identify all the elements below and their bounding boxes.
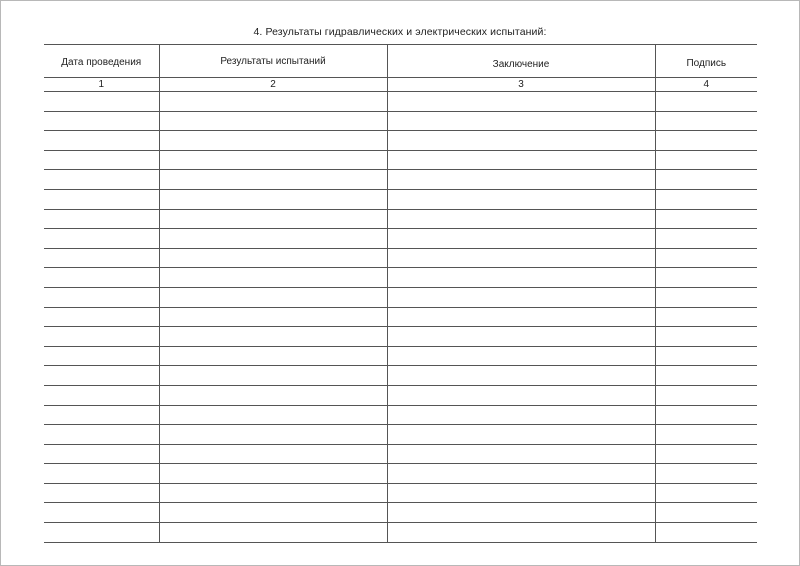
table-cell [159, 287, 387, 307]
table-cell [159, 189, 387, 209]
table-cell [44, 464, 159, 484]
header-results: Результаты испытаний [159, 45, 387, 78]
table-cell [655, 248, 757, 268]
table-cell [387, 366, 655, 386]
table-row [44, 111, 757, 131]
table-cell [159, 229, 387, 249]
table-cell [159, 111, 387, 131]
table-cell [44, 385, 159, 405]
table-row [44, 209, 757, 229]
table-row [44, 346, 757, 366]
table-cell [159, 327, 387, 347]
table-row [44, 483, 757, 503]
table-row [44, 92, 757, 112]
table-cell [655, 523, 757, 543]
table-cell [159, 523, 387, 543]
table-cell [44, 209, 159, 229]
table-cell [44, 268, 159, 288]
table-cell [655, 425, 757, 445]
table-cell [655, 92, 757, 112]
table-cell [655, 464, 757, 484]
table-row [44, 307, 757, 327]
table-cell [44, 346, 159, 366]
table-cell [387, 425, 655, 445]
table-cell [159, 444, 387, 464]
section-title: 4. Результаты гидравлических и электрических испытаний: [253, 26, 547, 38]
header-conclusion: Заключение [387, 45, 655, 78]
table-cell [44, 150, 159, 170]
table-cell [655, 483, 757, 503]
table-cell [655, 327, 757, 347]
table-cell [655, 287, 757, 307]
table-cell [387, 405, 655, 425]
table-cell [655, 268, 757, 288]
table-cell [44, 248, 159, 268]
test-results-table [44, 44, 757, 543]
table-cell [387, 150, 655, 170]
table-cell [387, 464, 655, 484]
table-row [44, 131, 757, 151]
table-cell [44, 503, 159, 523]
column-number: 2 [159, 78, 387, 92]
table-cell [159, 150, 387, 170]
table-cell [159, 405, 387, 425]
table-row [44, 268, 757, 288]
table-cell [655, 150, 757, 170]
table-cell [387, 503, 655, 523]
table-cell [44, 170, 159, 190]
column-number: 4 [655, 78, 757, 92]
header-row [44, 45, 757, 78]
column-number: 1 [44, 78, 159, 92]
table-cell [44, 444, 159, 464]
table-cell [44, 307, 159, 327]
table-cell [387, 229, 655, 249]
table-cell [159, 307, 387, 327]
table-row [44, 464, 757, 484]
table-row [44, 150, 757, 170]
table-cell [655, 209, 757, 229]
table-cell [387, 170, 655, 190]
table-row [44, 385, 757, 405]
table-cell [44, 483, 159, 503]
table-cell [159, 346, 387, 366]
table-cell [387, 523, 655, 543]
table-cell [44, 327, 159, 347]
table-cell [387, 209, 655, 229]
table-cell [159, 503, 387, 523]
table-cell [159, 92, 387, 112]
table-cell [44, 111, 159, 131]
table-row [44, 327, 757, 347]
column-number-row [44, 78, 757, 92]
table-cell [655, 170, 757, 190]
table-cell [655, 385, 757, 405]
table-row [44, 248, 757, 268]
table-cell [387, 248, 655, 268]
table-cell [159, 483, 387, 503]
table-cell [387, 92, 655, 112]
table-cell [387, 131, 655, 151]
table-cell [387, 483, 655, 503]
header-signature: Подпись [655, 45, 757, 78]
table-cell [159, 209, 387, 229]
table-cell [655, 189, 757, 209]
table-row [44, 425, 757, 445]
table-cell [387, 385, 655, 405]
table-cell [655, 346, 757, 366]
table-cell [655, 131, 757, 151]
table-cell [44, 131, 159, 151]
table-cell [44, 287, 159, 307]
table-cell [387, 346, 655, 366]
table-cell [655, 111, 757, 131]
table-row [44, 287, 757, 307]
table-cell [44, 405, 159, 425]
table-row [44, 366, 757, 386]
table-cell [159, 385, 387, 405]
table-cell [44, 189, 159, 209]
table-cell [44, 92, 159, 112]
table-row [44, 523, 757, 543]
table-cell [159, 464, 387, 484]
table-cell [655, 229, 757, 249]
table-cell [655, 405, 757, 425]
table-cell [44, 366, 159, 386]
table-cell [159, 131, 387, 151]
table-cell [387, 444, 655, 464]
table-cell [44, 523, 159, 543]
table-cell [159, 268, 387, 288]
table-cell [655, 444, 757, 464]
table-cell [387, 111, 655, 131]
table-row [44, 189, 757, 209]
table-cell [655, 503, 757, 523]
column-number: 3 [387, 78, 655, 92]
table-cell [387, 327, 655, 347]
table-cell [387, 189, 655, 209]
table-cell [387, 268, 655, 288]
table-cell [387, 307, 655, 327]
table-body [44, 92, 757, 543]
table-row [44, 229, 757, 249]
table-row [44, 170, 757, 190]
table-cell [159, 425, 387, 445]
table-cell [655, 307, 757, 327]
table-cell [387, 287, 655, 307]
table-cell [44, 229, 159, 249]
table-cell [159, 170, 387, 190]
header-date: Дата проведения [44, 45, 159, 78]
table-row [44, 503, 757, 523]
table-cell [159, 248, 387, 268]
table-cell [159, 366, 387, 386]
table-row [44, 405, 757, 425]
table-cell [44, 425, 159, 445]
table-row [44, 444, 757, 464]
table-cell [655, 366, 757, 386]
